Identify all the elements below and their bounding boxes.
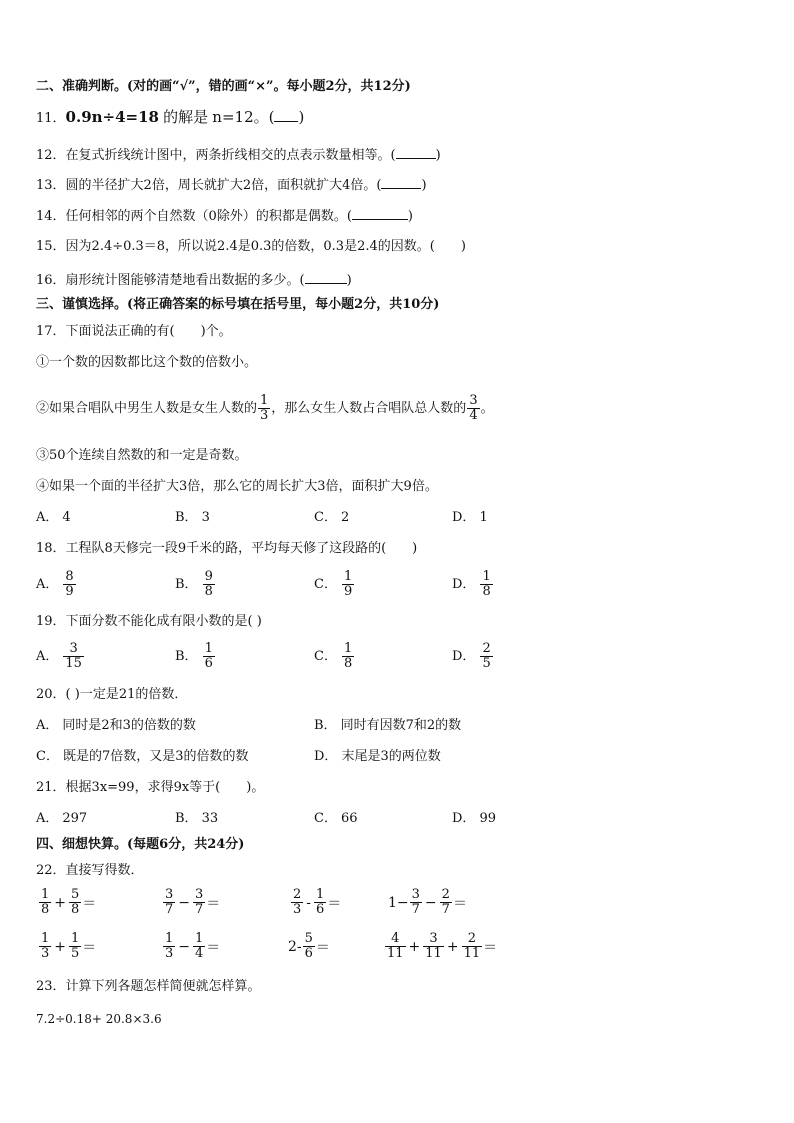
q17-statement-3: ③50个连续自然数的和一定是奇数。 <box>36 448 248 463</box>
q21-option-c[interactable]: C． 66 <box>314 811 358 826</box>
q17-statement-2 <box>36 394 494 423</box>
question-21-stem: 21．根据3x=99，求得9x等于( )。 <box>36 780 265 795</box>
question-12 <box>36 146 441 165</box>
q20-option-a[interactable]: A． 同时是2和3的倍数的数 <box>36 718 196 733</box>
q17-option-b[interactable]: B． 3 <box>175 510 210 525</box>
q13-text: 13．圆的半径扩大2倍，周长就扩大2倍，面积就扩大4倍。( <box>36 178 382 193</box>
section3-heading: 三、谨慎选择。(将正确答案的标号填在括号里，每小题2分，共10分) <box>36 297 440 312</box>
q13-close-paren: ) <box>421 178 427 193</box>
question-15: 15．因为2.4÷0.3＝8，所以说2.4是0.3的倍数，0.3是2.4的因数。( ) <box>36 239 466 254</box>
q19-option-c[interactable]: C． $\frac{1}{8}$ <box>314 641 353 671</box>
q16-close-paren: ) <box>346 273 352 288</box>
q17-s2-period: 。 <box>480 400 494 416</box>
q11-equation: 0.9n÷4=18 <box>65 108 159 126</box>
q12-text: 12．在复式折线统计图中，两条折线相交的点表示数量相等。( <box>36 148 396 163</box>
q21-option-a[interactable]: A． 297 <box>36 811 88 826</box>
q17-s2-text-b: ，那么女生人数占合唱队总人数的 <box>271 400 467 416</box>
section4-heading: 四、细想快算。(每题6分，共24分) <box>36 837 245 852</box>
q12-answer-blank[interactable] <box>396 146 436 159</box>
q18-option-b[interactable]: B． $\frac{9}{8}$ <box>175 569 213 599</box>
q19-option-d[interactable]: D． $\frac{2}{5}$ <box>452 641 491 671</box>
q18-option-a[interactable]: A． $\frac{8}{9}$ <box>36 569 74 599</box>
calc-r2-3: 2- $\frac{5}{6}$ ＝ <box>288 931 330 961</box>
question-18-stem: 18．工程队8天修完一段9千米的路，平均每天修了这段路的( ) <box>36 541 418 556</box>
q17-option-a[interactable]: A． 4 <box>36 510 71 525</box>
question-20-stem: 20．( )一定是21的倍数． <box>36 687 188 702</box>
q11-open-paren: 。( <box>253 108 275 126</box>
question-16 <box>36 271 352 290</box>
q21-option-d[interactable]: D． 99 <box>452 811 496 826</box>
q20-option-b[interactable]: B． 同时有因数7和2的数 <box>314 718 462 733</box>
calc-r2-1: $\frac{1}{3}$ + $\frac{1}{5}$ ＝ <box>41 931 97 961</box>
question-13 <box>36 176 427 195</box>
q12-close-paren: ) <box>435 148 441 163</box>
question-17-stem: 17．下面说法正确的有( )个。 <box>36 324 232 339</box>
q17-s2-text-a: ②如果合唱队中男生人数是女生人数的 <box>36 400 258 416</box>
q16-answer-blank[interactable] <box>305 271 347 284</box>
calc-r1-2: $\frac{3}{7}$ − $\frac{3}{7}$ ＝ <box>165 887 221 917</box>
question-22-stem: 22．直接写得数． <box>36 863 144 878</box>
calc-r1-1: $\frac{1}{8}$ + $\frac{5}{8}$ ＝ <box>41 887 97 917</box>
question-23-stem: 23．计算下列各题怎样简便就怎样算。 <box>36 979 261 994</box>
fraction-three-quarters: $\frac{3}{4}$ <box>469 393 478 423</box>
q17-statement-4: ④如果一个面的半径扩大3倍，那么它的周长扩大3倍，面积扩大9倍。 <box>36 479 438 494</box>
q13-answer-blank[interactable] <box>381 176 421 189</box>
q11-number: 11． <box>36 111 66 126</box>
calc-r1-3: $\frac{2}{3}$ - $\frac{1}{6}$ ＝ <box>293 887 342 917</box>
q14-close-paren: ) <box>407 209 413 224</box>
q16-text: 16．扇形统计图能够清楚地看出数据的多少。( <box>36 273 305 288</box>
q18-option-d[interactable]: D． $\frac{1}{8}$ <box>452 569 491 599</box>
q23-expression: 7.2÷0.18+ 20.8×3.6 <box>36 1012 162 1026</box>
q20-option-c[interactable]: C． 既是的7倍数，又是3的倍数的数 <box>36 749 249 764</box>
question-19-stem: 19．下面分数不能化成有限小数的是( ) <box>36 614 262 629</box>
q11-answer-value: n=12 <box>212 108 254 126</box>
q21-option-b[interactable]: B． 33 <box>175 811 219 826</box>
q11-close-paren: ) <box>298 108 305 126</box>
q19-option-b[interactable]: B． $\frac{1}{6}$ <box>175 641 213 671</box>
q18-option-c[interactable]: C． $\frac{1}{9}$ <box>314 569 353 599</box>
question-14 <box>36 207 413 226</box>
q11-text: 的解是 <box>163 108 209 126</box>
q17-option-d[interactable]: D． 1 <box>452 510 488 525</box>
section2-heading: 二、准确判断。(对的画“√”，错的画“×”。每小题2分，共12分) <box>36 79 411 94</box>
q20-option-d[interactable]: D． 末尾是3的两位数 <box>314 749 441 764</box>
question-11 <box>36 108 304 128</box>
q14-answer-blank[interactable] <box>352 207 408 220</box>
q14-text: 14．任何相邻的两个自然数（0除外）的积都是偶数。( <box>36 209 352 224</box>
calc-r2-2: $\frac{1}{3}$ − $\frac{1}{4}$ ＝ <box>165 931 221 961</box>
q17-option-c[interactable]: C． 2 <box>314 510 350 525</box>
q11-answer-blank[interactable] <box>274 109 298 122</box>
calc-r2-4: $\frac{4}{11}$ + $\frac{3}{11}$ + $\frac{2}{11}$ ＝ <box>387 931 498 961</box>
calc-r1-4: 1− $\frac{3}{7}$ − $\frac{2}{7}$ ＝ <box>388 887 467 917</box>
q19-option-a[interactable]: A． $\frac{3}{15}$ <box>36 641 82 671</box>
q17-statement-1: ①一个数的因数都比这个数的倍数小。 <box>36 355 258 370</box>
fraction-one-third: $\frac{1}{3}$ <box>260 393 269 423</box>
